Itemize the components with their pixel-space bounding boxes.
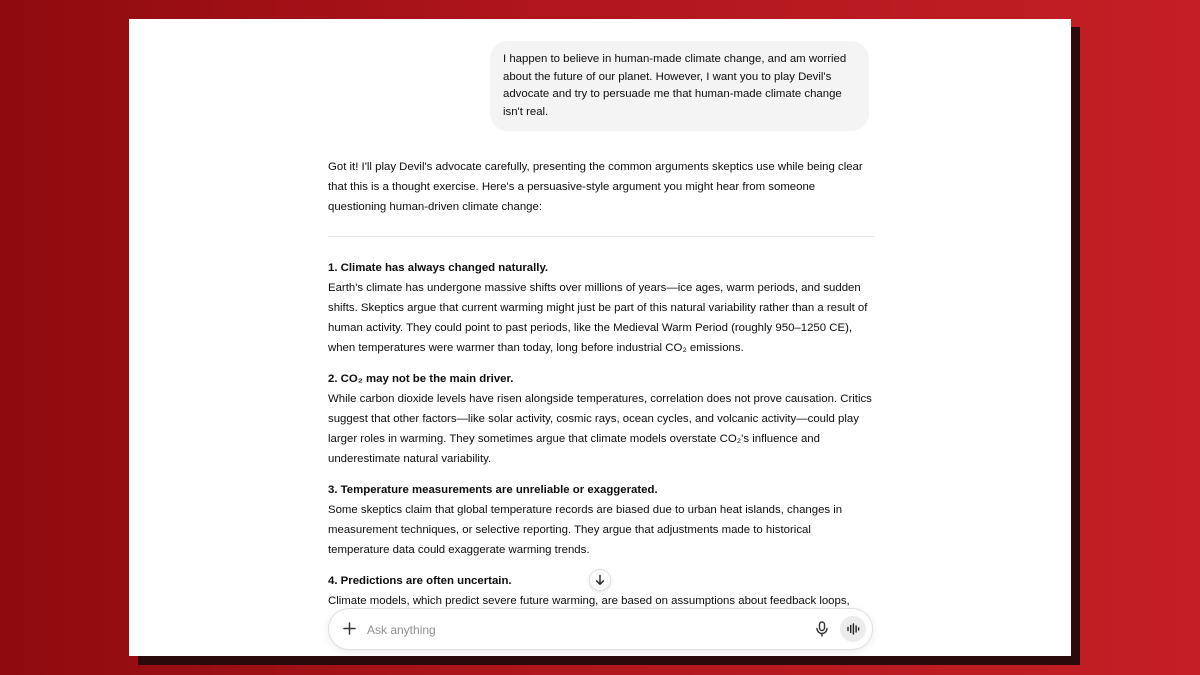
argument-section (328, 258, 874, 358)
argument-body: Earth's climate has undergone massive shifts over millions of years—ice ages, warm periods, and sudden shifts. Skeptics argue that current warming might just be part of this natural variability rather than a result of human activity. They could point to past periods, like the Medieval Warm Period (roughly 950–1250 CE), when temperatures were warmer than today, long before industrial CO₂ emissions. (328, 282, 868, 354)
dictate-button[interactable] (813, 620, 831, 638)
assistant-response (328, 157, 874, 622)
user-message-text: I happen to believe in human-made climate change, and am worried about the future of our planet. However, I want you to play Devil's advocate and try to persuade me that human-made climate change isn't real. (503, 53, 847, 118)
argument-section (328, 480, 874, 560)
composer (328, 608, 873, 650)
arrow-down-icon (594, 574, 606, 586)
voice-mode-button[interactable] (840, 616, 866, 642)
argument-section (328, 369, 874, 469)
divider (328, 236, 874, 237)
voice-mode-icon (846, 623, 860, 635)
argument-body: Some skeptics claim that global temperature records are biased due to urban heat islands, changes in measurement techniques, or selective reporting. They argue that adjustments made to historical temperature data could exaggerate warming trends. (328, 504, 843, 556)
argument-heading: 2. CO₂ may not be the main driver. (328, 373, 514, 385)
chat-window (129, 19, 1071, 656)
user-message-bubble (490, 41, 869, 131)
argument-body: While carbon dioxide levels have risen alongside temperatures, correlation does not prove causation. Critics suggest that other factors—like solar activity, cosmic rays, ocean cycles, and volcanic activity—could play larger roles in warming. They sometimes argue that climate models overstate CO₂'s influence and underestimate natural variability. (328, 393, 872, 465)
microphone-icon (815, 621, 829, 637)
argument-body: Climate models, which predict severe future warming, are based on assumptions about feedback loops, (328, 595, 850, 607)
plus-icon (343, 622, 356, 635)
scroll-to-bottom-button[interactable] (589, 569, 611, 591)
argument-heading: 1. Climate has always changed naturally. (328, 262, 549, 274)
assistant-intro: Got it! I'll play Devil's advocate carefully, presenting the common arguments skeptics use while being clear that this is a thought exercise. Here's a persuasive-style argument you might hear from someone questioning human-driven climate change: (328, 161, 863, 213)
argument-heading: 3. Temperature measurements are unreliable or exaggerated. (328, 484, 658, 496)
message-input[interactable] (365, 619, 769, 641)
argument-heading: 4. Predictions are often uncertain. (328, 575, 512, 587)
attach-button[interactable] (341, 620, 357, 636)
